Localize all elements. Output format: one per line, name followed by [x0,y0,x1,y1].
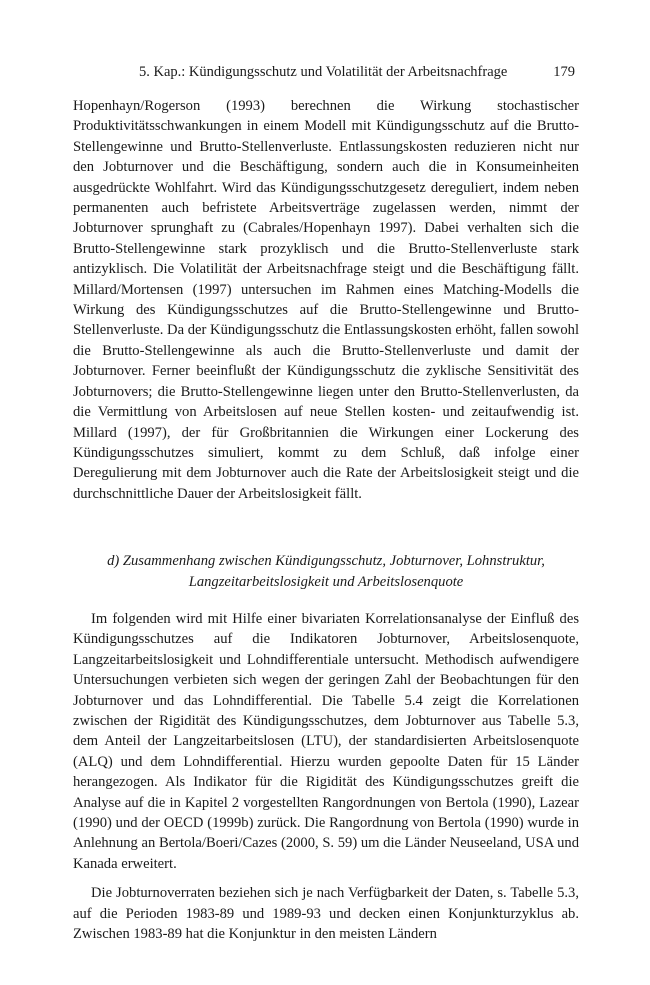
running-head [73,64,579,86]
body-paragraph-3: Die Jobturnoverraten beziehen sich je nach Verfügbarkeit der Daten, s. Tabelle 5.3, auf die Perioden 1983-89 und 1989-93 und decken einen Konjunkturzyklus ab. Zwischen 1983-89 hat die Konjunktur in den meisten Ländern [73,885,579,943]
running-head-title: 5. Kap.: Kündigungsschutz und Volatilität der Arbeitsnachfrage [139,64,508,80]
book-page [73,64,579,944]
section-heading [73,551,579,592]
body-paragraph-2: Im folgenden wird mit Hilfe einer bivariaten Korrelationsanalyse der Einfluß des Kündigungsschutzes auf die Indikatoren Jobturnover, Arbeitslosenquote, Langzeitarbeitslosigkeit und Lohndifferentiale untersucht. Methodisch aufwendigere Untersuchungen verbieten sich wegen der geringen Zahl der Beobachtungen für den Jobturnover und das Lohndifferential. Die Tabelle 5.4 zeigt die Korrelationen zwischen der Rigidität des Kündigungsschutzes, dem Jobturnover aus Tabelle 5.3, dem Anteil der Langzeitarbeitslosen (LTU), der standardisierten Arbeitslosenquote (ALQ) und dem Lohndifferential. Hierzu wurden gepoolte Daten für 15 Länder herangezogen. Als Indikator für die Rigidität des Kündigungsschutzes greift die Analyse auf die in Kapitel 2 vorgestellten Rangordnungen von Bertola (1990), Lazear (1990) und der OECD (1999b) zurück. Die Rangordnung von Bertola (1990) wurde in Anlehnung an Bertola/Boeri/Cazes (2000, S. 59) um die Länder Neuseeland, USA und Kanada erweitert. [73,610,579,872]
body-paragraph-1: Hopenhayn/Rogerson (1993) berechnen die Wirkung stochastischer Produktivitätsschwankungen in einem Modell mit Kündigungsschutz auf die Brutto-Stellengewinne und Brutto-Stellenverluste. Entlassungskosten reduzieren nicht nur den Jobturnover und die Beschäftigung, sondern auch die in Konsumeinheiten ausgedrückte Wohlfahrt. Wird das Kündigungsschutzgesetz dereguliert, indem neben permanenten auch befristete Arbeitsverträge zugelassen werden, nimmt der Jobturnover sprunghaft zu (Cabrales/Hopenhayn 1997). Dabei verhalten sich die Brutto-Stellengewinne stark prozyklisch und die Brutto-Stellenverluste stark antizyklisch. Die Volatilität der Arbeitsnachfrage steigt und die Beschäftigung fällt. Millard/Mortensen (1997) untersuchen im Rahmen eines Matching-Modells die Wirkung des Kündigungsschutzes auf die Brutto-Stellengewinne und Brutto-Stellenverluste. Da der Kündigungsschutz die Entlassungskosten erhöht, fallen sowohl die Brutto-Stellengewinne als auch die Brutto-Stellenverluste und damit der Jobturnover. Ferner beeinflußt der Kündigungsschutz die zyklische Sensitivität des Jobturnovers; die Brutto-Stellengewinne liegen unter den Brutto-Stellenverlusten, da die Vermittlung von Arbeitslosen auf neue Stellen kosten- und zeitaufwendig ist. Millard (1997), der für Großbritannien die Wirkungen einer Lockerung des Kündigungsschutzes simuliert, kommt zu dem Schluß, daß infolge einer Deregulierung mit dem Jobturnover auch die Rate der Arbeitslosigkeit steigt und die durchschnittliche Dauer der Arbeitslosigkeit fällt. [73,98,579,502]
section-heading-line-1: d) Zusammenhang zwischen Kündigungsschutz, Jobturnover, Lohnstruktur, [107,553,545,570]
page-number: 179 [553,64,575,80]
section-heading-line-2: Langzeitarbeitslosigkeit und Arbeitslosenquote [188,573,464,590]
